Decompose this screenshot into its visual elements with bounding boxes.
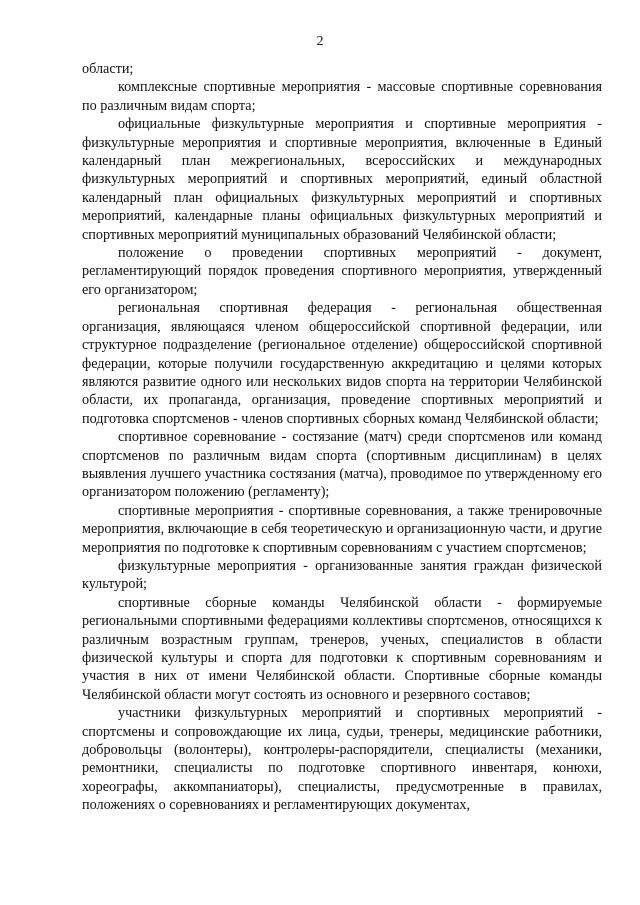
paragraph-sports-competition: спортивное соревнование - состязание (матч) среди спортсменов или команд спортсменов по различным видам спорта (спортивным дисциплинам) в целях выявления лучшего участника состязания (матча), проводимое по утвержденному его организатором положению (регламенту); xyxy=(82,429,602,501)
document-body xyxy=(82,60,602,815)
paragraph-sports-events: спортивные мероприятия - спортивные соревнования, а также тренировочные мероприятия, включающие в себя теоретическую и организационную части, и другие мероприятия по подготовке к спортивным соревнованиям с участием спортсменов; xyxy=(82,502,602,556)
page-number: 2 xyxy=(316,34,324,49)
paragraph-complex-events: комплексные спортивные мероприятия - массовые спортивные соревнования по различным видам спорта; xyxy=(82,79,602,114)
paragraph-national-teams: спортивные сборные команды Челябинской области - формируемые региональными спортивными федерациями коллективы спортсменов, относящихся к различным возрастным группам, тренеров, ученых, специалистов в области физической культуры и спорта для подготовки к спортивным соревнованиям и участия в них от имени Челябинской области. Спортивные сборные команды Челябинской области могут состоять из основного и резервного составов; xyxy=(82,594,602,703)
paragraph-participants: участники физкультурных мероприятий и спортивных мероприятий - спортсмены и сопровождающие их лица, судьи, тренеры, медицинские работники, добровольцы (волонтеры), контролеры-распорядители, специалисты (механики, ремонтники, специалисты по подготовке спортивного инвентаря, конюхи, хореографы, аккомпаниаторы), специалисты, предусмотренные в правилах, положениях о соревнованиях и регламентирующих документах, xyxy=(82,705,602,814)
paragraph-continuation: области; xyxy=(82,61,134,77)
paragraph-regional-federation: региональная спортивная федерация - региональная общественная организация, являющаяся членом общероссийской спортивной федерации, или структурное подразделение (региональное отделение) общероссийской спортивной федерации, которые получили государственную аккредитацию и целями которых являются развитие одного или нескольких видов спорта на территории Челябинской области, их пропаганда, организация, проведение спортивных мероприятий и подготовка спортсменов - членов спортивных сборных команд Челябинской области; xyxy=(82,300,602,427)
paragraph-official-events: официальные физкультурные мероприятия и спортивные мероприятия - физкультурные мероприятия и спортивные мероприятия, включенные в Единый календарный план межрегиональных, всероссийских и международных физкультурных мероприятий и спортивных мероприятий, единый областной календарный план официальных физкультурных мероприятий и спортивных мероприятий, календарные планы официальных физкультурных мероприятий и спортивных мероприятий муниципальных образований Челябинской области; xyxy=(82,116,602,243)
paragraph-event-regulation: положение о проведении спортивных мероприятий - документ, регламентирующий порядок проведения спортивного мероприятия, утвержденный его организатором; xyxy=(82,245,602,298)
paragraph-fitness-events: физкультурные мероприятия - организованные занятия граждан физической культурой; xyxy=(82,557,602,593)
